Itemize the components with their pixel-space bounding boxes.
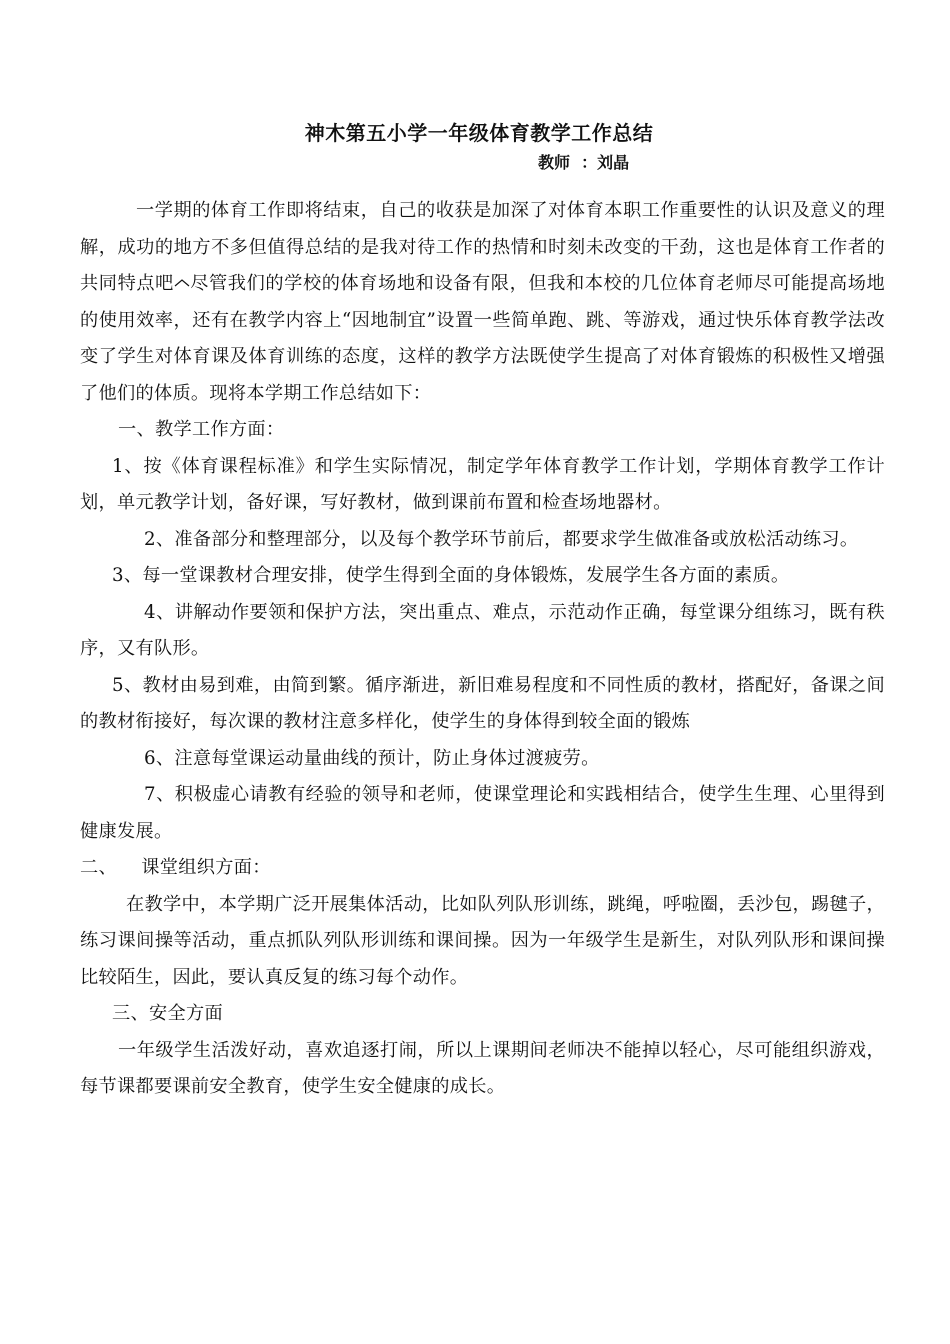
author-line: 教师 ：刘晶 — [538, 153, 630, 172]
section-heading-classroom: 二、 课堂组织方面： — [80, 857, 271, 878]
document-title: 神木第五小学一年级体育教学工作总结 — [304, 121, 654, 145]
document-body — [80, 193, 885, 1106]
list-item: 1、按《体育课程标准》和学生实际情况，制定学年体育教学工作计划，学期体育教学工作计划，单元教学计划，备好课，写好教材，做到课前布置和检查场地器材。 — [80, 455, 885, 513]
intro-paragraph — [80, 193, 885, 412]
list-item: 6、注意每堂课运动量曲线的预计，防止身体过渡疲劳。 — [144, 747, 600, 769]
list-item: 7、积极虚心请教有经验的领导和老师，使课堂理论和实践相结合，使学生生理、心里得到健康发展。 — [80, 784, 885, 842]
section-heading-teaching: 一、教学工作方面： — [118, 419, 285, 440]
intro-text-b: 尽管我们的学校的体育场地和设备有限，但我和本校的几位体育老师尽可能提高场地的使用效率，还有在教学内容上“因地制宜”设置一些简单跑、跳、等游戏，通过快乐体育教学法改变了学生对体育课及体育训练的态度，这样的教学方法既使学生提高了对体育锻炼的积极性又增强了他们的体质。现将本学期工作总结如下： — [80, 273, 885, 404]
list-item: 3、每一堂课教材合理安排，使学生得到全面的身体锻炼，发展学生各方面的素质。 — [112, 565, 790, 586]
caret-mark-icon — [174, 279, 190, 287]
section-paragraph: 在教学中，本学期广泛开展集体活动，比如队列队形训练，跳绳，呼啦圈，丢沙包，踢毽子，练习课间操等活动，重点抓队列队形训练和课间操。因为一年级学生是新生，对队列队形和课间操比较陌生，因此，要认真反复的练习每个动作。 — [80, 893, 885, 988]
list-item: 5、教材由易到难，由简到繁。循序渐进，新旧难易程度和不同性质的教材，搭配好，备课之间的教材衔接好，每次课的教材注意多样化，使学生的身体得到较全面的锻炼 — [80, 674, 885, 732]
section-heading-safety: 三、安全方面 — [112, 1003, 223, 1024]
section-paragraph: 一年级学生活泼好动，喜欢追逐打闹，所以上课期间老师决不能掉以轻心，尽可能组织游戏，每节课都要课前安全教育，使学生安全健康的成长。 — [80, 1039, 885, 1097]
list-item: 4、讲解动作要领和保护方法，突出重点、难点，示范动作正确，每堂课分组练习，既有秩序，又有队形。 — [80, 601, 885, 659]
intro-text-a: 一学期的体育工作即将结束，自己的收获是加深了对体育本职工作重要性的认识及意义的理解，成功的地方不多但值得总结的是我对待工作的热情和时刻未改变的干劲，这也是体育工作者的共同特点吧 — [80, 200, 885, 294]
list-item: 2、准备部分和整理部分，以及每个教学环节前后，都要求学生做准备或放松活动练习。 — [144, 528, 859, 550]
